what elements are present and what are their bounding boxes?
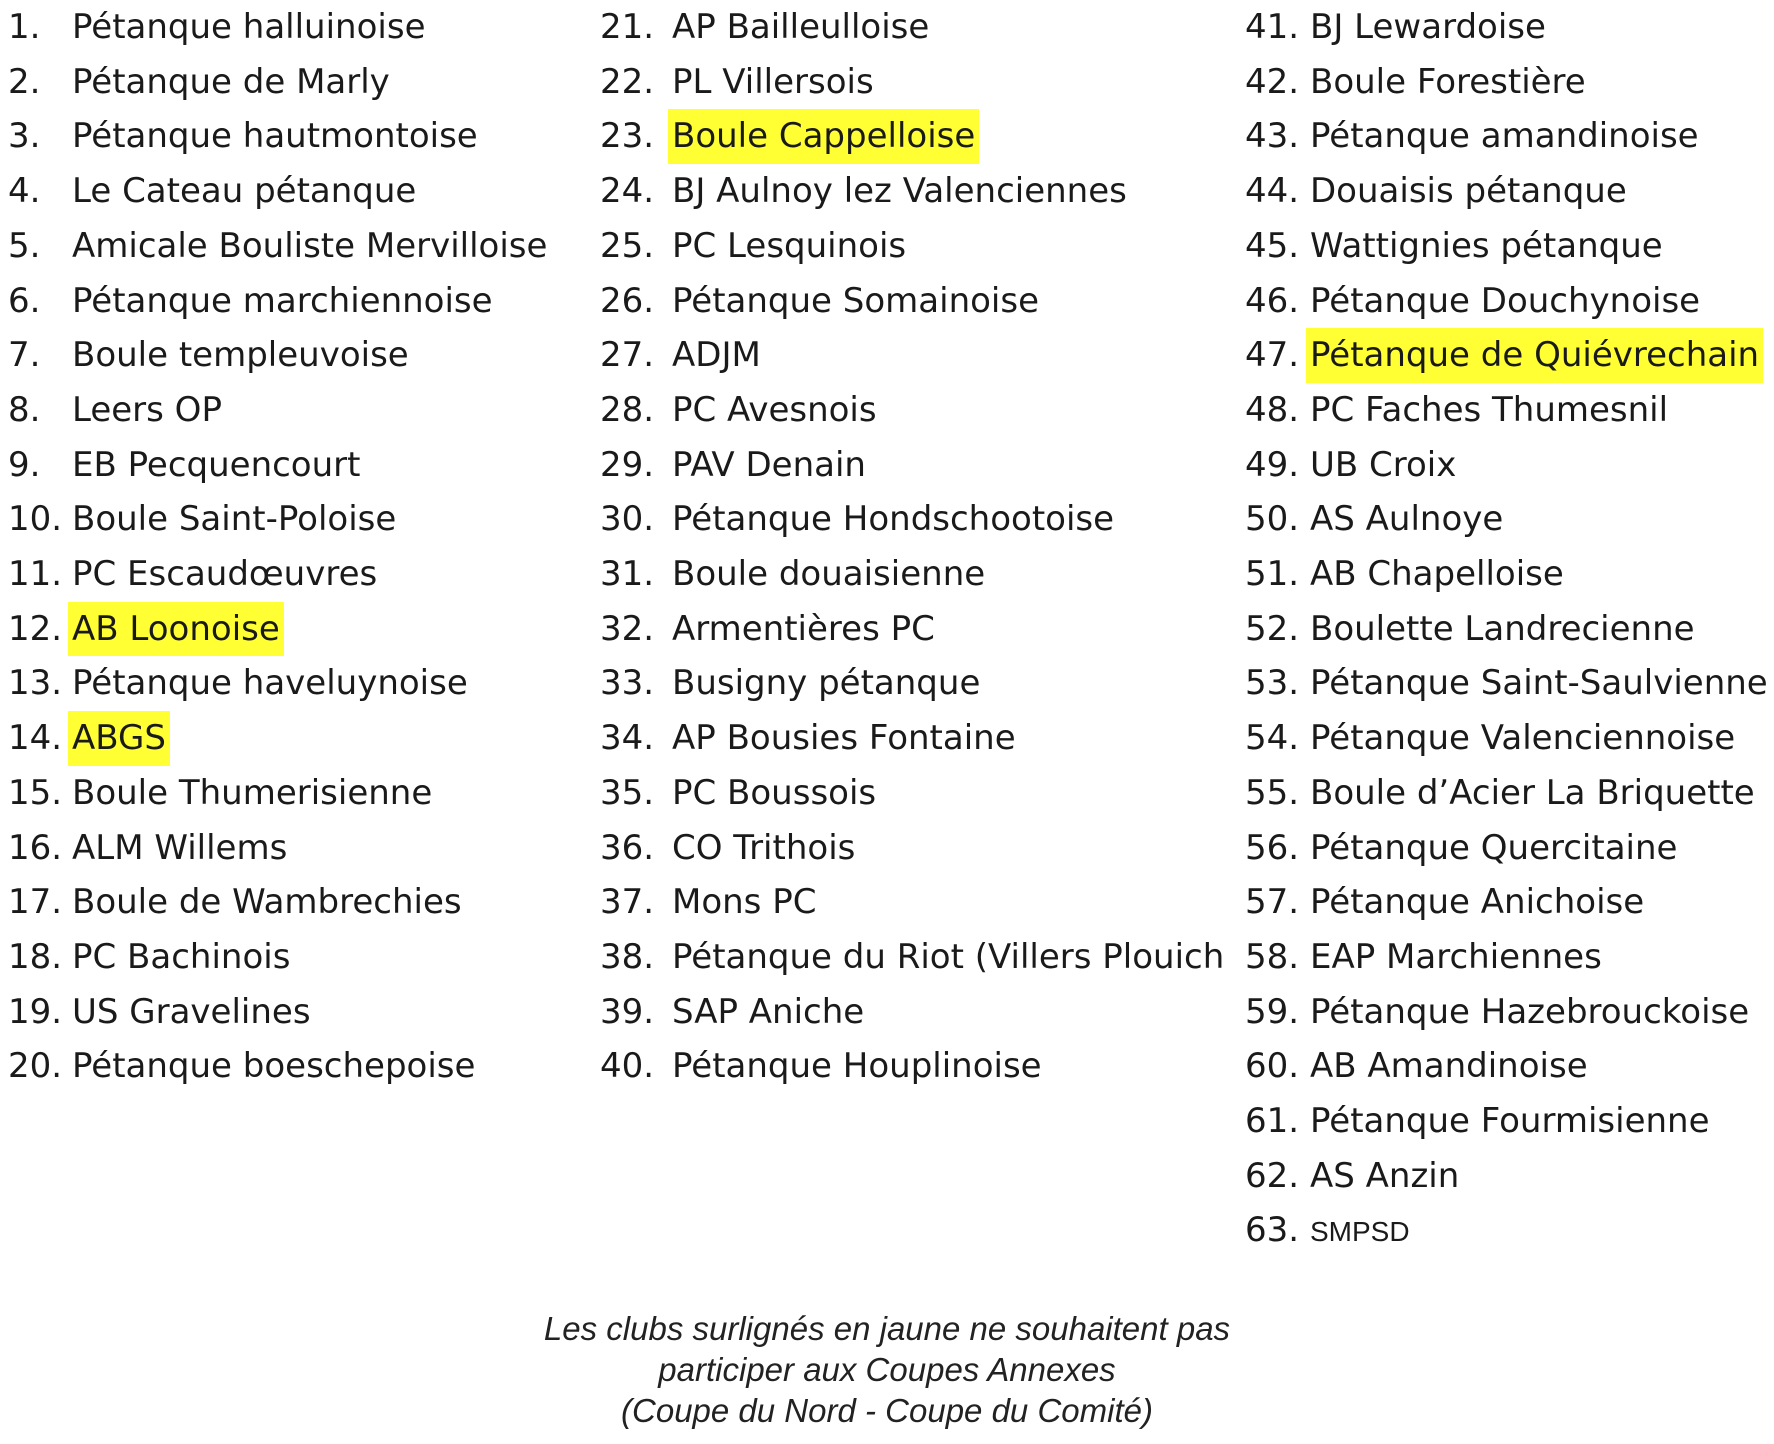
club-list-item [1245,821,1768,876]
club-number: 23. [600,116,655,157]
club-name: Pétanque Hazebrouckoise [1310,991,1750,1032]
club-name: PC Bachinois [72,936,291,977]
club-list-item [600,219,1224,274]
club-number: 13. [8,663,63,704]
club-list-item [1245,547,1768,602]
club-name: Boule templeuvoise [72,335,409,376]
club-name: Boule d’Acier La Briquette [1310,772,1755,813]
club-number: 2. [8,61,41,102]
club-list-item [600,930,1224,985]
club-number: 49. [1245,444,1300,485]
club-number: 11. [8,554,63,595]
club-list-item [1245,274,1768,329]
club-name: CO Trithois [672,827,856,868]
club-name: ADJM [672,335,761,376]
club-number: 60. [1245,1046,1300,1087]
club-list-item [1245,875,1768,930]
footnote-line-2: participer aux Coupes Annexes [658,1351,1116,1388]
club-list-item [1245,219,1768,274]
club-number: 10. [8,499,63,540]
club-name: BJ Lewardoise [1310,7,1546,47]
club-number: 52. [1245,608,1300,649]
club-list-item [8,0,547,55]
club-number: 5. [8,225,41,266]
club-list-item [1245,1203,1768,1260]
club-number: 45. [1245,225,1300,266]
club-list-item [600,602,1224,657]
club-number: 40. [600,1046,655,1087]
club-name: Le Cateau pétanque [72,171,417,212]
club-list-item [8,274,547,329]
club-number: 17. [8,882,63,923]
club-number: 57. [1245,882,1300,923]
footnote-line-1: Les clubs surlignés en jaune ne souhaitent pas [543,1310,1231,1347]
club-name: EB Pecquencourt [72,444,361,485]
club-list-item [8,547,547,602]
club-number: 12. [8,608,63,649]
club-number: 26. [600,280,655,321]
club-name: PL Villersois [672,61,874,102]
club-name: Pétanque Anichoise [1310,882,1645,923]
club-list-item [8,109,547,164]
club-name: Boule de Wambrechies [72,882,462,923]
club-name: SAP Aniche [672,991,865,1032]
club-list-item [600,766,1224,821]
club-name: EAP Marchiennes [1310,936,1602,977]
club-number: 61. [1245,1101,1300,1142]
club-name: Pétanque Somainoise [672,280,1039,321]
club-list-item [8,1039,547,1094]
club-name-highlighted: Pétanque de Quiévrechain [1306,328,1763,383]
club-name: PAV Denain [672,444,866,485]
club-list-item [8,164,547,219]
club-number: 48. [1245,389,1300,430]
club-number: 32. [600,608,655,649]
club-number: 53. [1245,663,1300,704]
club-number: 43. [1245,116,1300,157]
club-list-item [8,602,547,657]
club-name: Leers OP [72,389,222,430]
club-list-item [1245,711,1768,766]
club-number: 6. [8,280,41,321]
club-list-item [1245,766,1768,821]
club-list-item [600,0,1224,55]
club-name: Busigny pétanque [672,663,981,704]
club-list-item [600,274,1224,329]
club-name: Pétanque hautmontoise [72,116,478,157]
club-list-item [1245,109,1768,164]
club-name: Pétanque Quercitaine [1310,827,1678,868]
club-number: 63. [1245,1210,1300,1251]
club-number: 33. [600,663,655,704]
club-list-item [8,492,547,547]
club-list-item [600,328,1224,383]
club-list-item [600,1039,1224,1094]
club-name: Pétanque de Marly [72,61,390,102]
club-name: PC Escaudœuvres [72,554,378,595]
club-number: 59. [1245,991,1300,1032]
club-list-item [1245,602,1768,657]
footnote-line-3: (Coupe du Nord - Coupe du Comité) [621,1392,1153,1429]
club-number: 36. [600,827,655,868]
club-list-item [1245,383,1768,438]
club-list-item [1245,328,1768,383]
club-list-item [1245,164,1768,219]
club-name: AB Chapelloise [1310,554,1564,595]
club-name: AP Bailleulloise [672,7,930,47]
club-name: Pétanque Douchynoise [1310,280,1701,321]
club-list-item [600,547,1224,602]
club-list-item [1245,0,1768,55]
club-list-item [1245,1039,1768,1094]
club-name: SMPSD [1310,1216,1410,1248]
club-column-1 [8,0,547,1094]
club-list-item [8,766,547,821]
club-list-item [8,821,547,876]
club-number: 14. [8,718,63,759]
club-number: 16. [8,827,63,868]
club-list-item [600,656,1224,711]
club-list-item [600,821,1224,876]
club-name: Pétanque halluinoise [72,7,426,47]
club-list-item [600,55,1224,110]
club-name: US Gravelines [72,991,311,1032]
club-number: 29. [600,444,655,485]
club-number: 47. [1245,335,1300,376]
club-name: Pétanque du Riot (Villers Plouich [672,936,1225,977]
club-list-item [600,164,1224,219]
club-list-item [1245,656,1768,711]
club-list-item [8,985,547,1040]
club-number: 55. [1245,772,1300,813]
club-name: PC Boussois [672,772,877,813]
club-number: 42. [1245,61,1300,102]
club-name: Boule Forestière [1310,61,1586,102]
club-list-item [600,875,1224,930]
club-number: 35. [600,772,655,813]
club-number: 62. [1245,1155,1300,1196]
club-number: 30. [600,499,655,540]
club-number: 8. [8,389,41,430]
club-number: 25. [600,225,655,266]
club-number: 24. [600,171,655,212]
club-name-highlighted: ABGS [68,711,170,766]
club-name: ALM Willems [72,827,288,868]
footnote [0,1308,1774,1431]
club-number: 58. [1245,936,1300,977]
club-name: Boule douaisienne [672,554,986,595]
club-list-item [600,492,1224,547]
club-name: Pétanque Houplinoise [672,1046,1042,1087]
club-list-item [600,109,1224,164]
club-name: Boule Saint-Poloise [72,499,397,540]
club-name: Boule Thumerisienne [72,772,433,813]
club-number: 38. [600,936,655,977]
club-name: BJ Aulnoy lez Valenciennes [672,171,1127,212]
club-number: 18. [8,936,63,977]
club-number: 37. [600,882,655,923]
club-list-item [600,438,1224,493]
club-list-item [8,55,547,110]
club-name: Pétanque Fourmisienne [1310,1101,1710,1142]
club-number: 15. [8,772,63,813]
club-list-item [8,875,547,930]
club-list-item [1245,985,1768,1040]
club-name-highlighted: AB Loonoise [68,602,284,657]
club-number: 54. [1245,718,1300,759]
club-number: 7. [8,335,41,376]
club-list-item [1245,438,1768,493]
club-name-highlighted: Boule Cappelloise [668,109,979,164]
club-name: Pétanque marchiennoise [72,280,493,321]
club-number: 19. [8,991,63,1032]
club-column-3 [1245,0,1768,1260]
club-number: 28. [600,389,655,430]
club-list-item [600,383,1224,438]
club-name: Boulette Landrecienne [1310,608,1695,649]
club-number: 46. [1245,280,1300,321]
club-number: 4. [8,171,41,212]
club-name: Douaisis pétanque [1310,171,1627,212]
club-number: 3. [8,116,41,157]
club-column-2 [600,0,1224,1094]
club-name: UB Croix [1310,444,1457,485]
club-name: Armentières PC [672,608,935,649]
club-list-item [1245,930,1768,985]
club-name: PC Lesquinois [672,225,907,266]
club-number: 20. [8,1046,63,1087]
club-name: AS Anzin [1310,1155,1460,1196]
club-name: Pétanque boeschepoise [72,1046,476,1087]
club-list-item [8,711,547,766]
club-list-item [600,711,1224,766]
club-number: 44. [1245,171,1300,212]
club-number: 39. [600,991,655,1032]
club-list-item [1245,1149,1768,1204]
club-list-item [8,930,547,985]
club-list-item [8,219,547,274]
club-number: 41. [1245,7,1300,47]
club-number: 50. [1245,499,1300,540]
club-number: 9. [8,444,41,485]
club-name: PC Faches Thumesnil [1310,389,1669,430]
club-name: PC Avesnois [672,389,877,430]
club-name: AP Bousies Fontaine [672,718,1016,759]
club-list-item [8,383,547,438]
club-name: Amicale Bouliste Mervilloise [72,225,548,266]
club-list-item [1245,1094,1768,1149]
club-list-item [1245,492,1768,547]
club-name: AS Aulnoye [1310,499,1504,540]
club-number: 51. [1245,554,1300,595]
club-name: Pétanque Valenciennoise [1310,718,1736,759]
club-name: Pétanque amandinoise [1310,116,1699,157]
club-name: AB Amandinoise [1310,1046,1588,1087]
club-number: 1. [8,7,41,47]
club-list-item [8,328,547,383]
club-name: Mons PC [672,882,817,923]
club-number: 34. [600,718,655,759]
club-name: Pétanque Hondschootoise [672,499,1115,540]
club-name: Pétanque haveluynoise [72,663,468,704]
club-list-item [1245,55,1768,110]
club-name: Wattignies pétanque [1310,225,1663,266]
club-number: 21. [600,7,655,47]
club-number: 27. [600,335,655,376]
club-name: Pétanque Saint-Saulvienne [1310,663,1768,704]
club-list-item [8,656,547,711]
club-list-item [8,438,547,493]
club-number: 22. [600,61,655,102]
club-number: 31. [600,554,655,595]
club-list-item [600,985,1224,1040]
club-number: 56. [1245,827,1300,868]
